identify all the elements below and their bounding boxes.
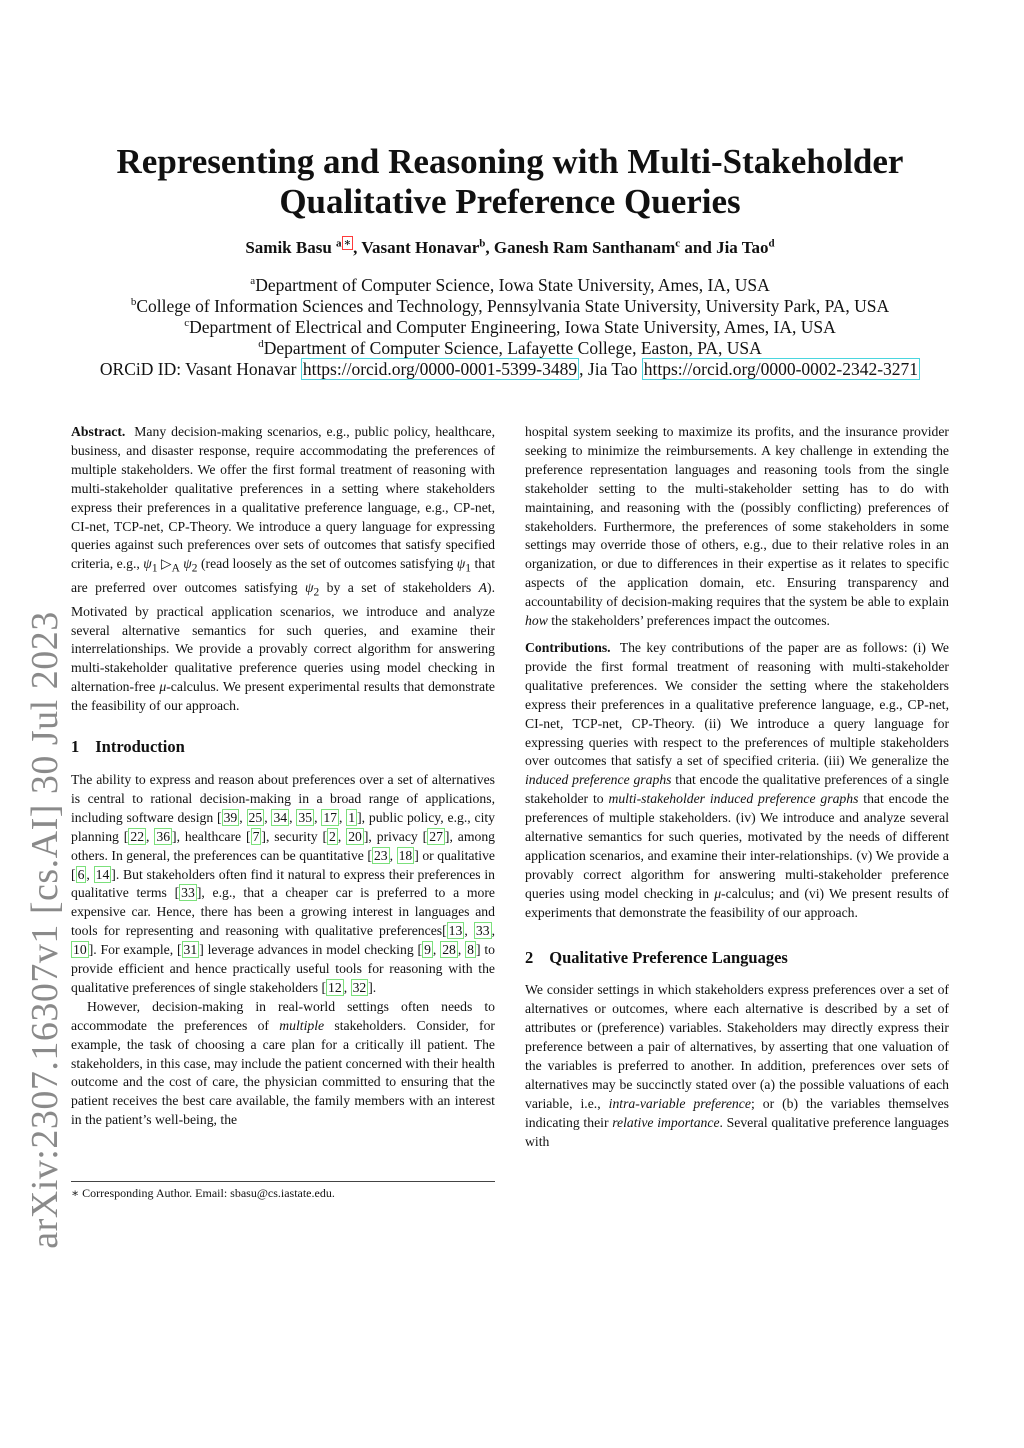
author-and: and bbox=[684, 238, 712, 257]
contributions-paragraph: Contributions. The key contributions of the paper are as follows: (i) We provide the first formal treatment of reasoning with multi-stakeholder qualitative preferences. We consider the setting where the stakeholders express their preferences in a qualitative preference language, e.g., CP-net, CI-net, TCP-net, CP-Theory. (ii) We introduce a query language for expressing queries with respect to the preferences of multiple stakeholders over outcomes that satisfy a set of specified criteria. (iii) We generalize the induced preference graphs that encode the qualitative preferences of a single stakeholder to multi-stakeholder induced preference graphs that encode the preferences of multiple stakeholders. (iv) We introduce and analyze several alternative semantics for such queries, motivated by the needs of different application scenarios, and examine their inter-relationships. (v) We provide a provably correct algorithm for answering multi-stakeholder preference queries using model checking in μ-calculus; and (vi) We present results of experiments that demonstrate the feasibility of our approach. bbox=[525, 639, 949, 920]
section-2-heading: 2 Qualitative Preference Languages bbox=[525, 947, 788, 967]
footnote-marker[interactable]: ∗ bbox=[343, 237, 352, 250]
title-line-1: Representing and Reasoning with Multi-Stakeholder bbox=[116, 142, 904, 181]
affiliation-c: $^c$Department of Electrical and Computer Engineering, Iowa State University, Ames, IA, USA bbox=[184, 317, 836, 337]
author-list: Samik Basu $^a$ ∗ , Vasant Honavar$^b$, Ganesh Ram Santhanam$^c$ and Jia Tao$^d$ bbox=[245, 237, 775, 257]
contributions-label: Contributions. bbox=[525, 639, 611, 655]
footnote: ∗ Corresponding Author. Email: sbasu@cs.iastate.edu. bbox=[71, 1186, 335, 1200]
section-2-paragraph: We consider settings in which stakeholders express preferences over a set of alternatives or outcomes, where each alternative is described by a set of attributes or (preference) variables. Stakeholders may directly express their preference between a pair of alternatives, by asserting that one valuation of the variables is preferred to another. In addition, preferences over sets of alternatives may be succinctly stated over (a) the possible valuations of each variable, i.e., intra-variable preference; or (b) the variables themselves indicating their relative importance. Several qualitative preference languages with bbox=[525, 982, 950, 1149]
abstract: Abstract. Many decision-making scenarios, e.g., public policy, healthcare, business, and disaster response, require accommodating the preferences of multiple stakeholders. We offer the first formal treatment of reasoning with multi-stakeholder qualitative preferences in a setting where stakeholders express their preferences in a qualitative preference language, e.g., CP-net, CI-net, TCP-net, CP-Theory. We introduce a query language for expressing queries against such preferences over sets of outcomes that satisfy specified criteria, e.g., $\psi_1$ $▷_A$ $\psi_2$ (read loosely as the set of outcomes satisfying $\psi_1$ that are preferred over outcomes satisfying $\psi_2$ by a set of stakeholders A). Motivated by practical application scenarios, we introduce and analyze several alternative semantics for such queries, and examine their interrelationships. We provide a provably correct algorithm for answering multi-stakeholder qualitative preference queries using model checking in alternation-free μ-calculus. We present experimental results that demonstrate the feasibility of our approach. bbox=[71, 424, 495, 714]
orcid-link-honavar[interactable]: https://orcid.org/0000-0001-5399-3489 bbox=[302, 359, 578, 379]
author-2: Vasant Honavar bbox=[361, 238, 480, 257]
author-2-affil: b bbox=[479, 237, 486, 250]
orcid-line: ORCiD ID: Vasant Honavar https://orcid.org/0000-0001-5399-3489 , Jia Tao https://orcid.org/0000-0002-2342-3271 bbox=[99, 359, 919, 379]
arxiv-stamp bbox=[10, 470, 80, 1390]
author-1-affil: a bbox=[336, 237, 342, 250]
author-3: Ganesh Ram Santhanam bbox=[493, 238, 676, 257]
arxiv-id: arXiv:2307.16307v1 [cs.AI] 30 Jul 2023 bbox=[24, 611, 66, 1249]
author-4-affil: d bbox=[768, 237, 775, 250]
abstract-label: Abstract. bbox=[71, 424, 126, 439]
intro-paragraph-3: hospital system seeking to maximize its profits, and the insurance provider seeking to minimize the reimbursements. A key challenge in extending the preference representation languages and reasoning tools from the single stakeholder setting to the multi-stakeholder setting has to do with maintaining, and reasoning with the (possibly conflicting) preferences of stakeholders. Furthermore, the preferences of some stakeholders in some settings may override those of others, e.g., due to their relative roles in an organization, or due to differences in their expertise as it relates to specific aspects of the application domain, etc. Ensuring transparency and accountability of decision-making requires that the system be able to explain how the stakeholders’ preferences impact the outcomes. bbox=[525, 424, 949, 629]
footnote-rule bbox=[71, 1181, 495, 1182]
intro-paragraph-2: However, decision-making in real-world settings often needs to accommodate the preferences of multiple stakeholders. Consider, for example, the task of choosing a care plan for a critically ill patient. The stakeholders, in this case, may include the patient concerned with their health outcome and the cost of care, the physician committed to ensuring that the patient receives the best care available, the family members with an interest in the patient’s well-being, the bbox=[71, 998, 495, 1128]
right-column bbox=[525, 423, 949, 1152]
intro-paragraph-1: The ability to express and reason about preferences over a set of alternatives is central to rational decision-making in a broad range of applications, including software design [ 39 , 25 , 34 , 35 , 17 , 1 ], public policy, e.g., city planning [ 22 , 36 ], healthcare [ 7 ], security [ 2 , 20 ], privacy [ 27 ], among others. In general, the preferences can be quantitative [ 23 , 18 ] or qualitative [ 6 , 14 ]. But stakeholders often find it natural to express their preferences in qualitative terms [ 33 ], e.g., that a cheaper car is preferred to a more expensive car. Hence, there has been a growing interest in languages and tools for representing and reasoning with qualitative preferences[ 13 , 33 , 10 ]. For example, [ 31 ] leverage advances in model checking [ 9 , 28 , 8 ] to provide efficient and hence practically useful tools for reasoning with the qualitative preferences of single stakeholders [ 12 , 32 ]. bbox=[71, 771, 496, 995]
orcid-link-tao[interactable]: https://orcid.org/0000-0002-2342-3271 bbox=[643, 359, 919, 379]
affiliation-b: $^b$College of Information Sciences and Technology, Pennsylvania State University, University Park, PA, USA bbox=[130, 296, 890, 316]
author-1: Samik Basu bbox=[245, 238, 332, 257]
paper-title bbox=[90, 142, 930, 222]
author-3-affil: c bbox=[675, 237, 681, 250]
section-1-heading: 1 Introduction bbox=[71, 737, 185, 757]
affiliation-a: $^a$Department of Computer Science, Iowa State University, Ames, IA, USA bbox=[250, 275, 770, 295]
title-line-2: Qualitative Preference Queries bbox=[279, 182, 741, 221]
affiliation-d: $^d$Department of Computer Science, Lafayette College, Easton, PA, USA bbox=[258, 338, 762, 358]
affiliations bbox=[60, 275, 960, 380]
left-column bbox=[71, 423, 495, 1130]
author-4: Jia Tao bbox=[716, 238, 769, 257]
